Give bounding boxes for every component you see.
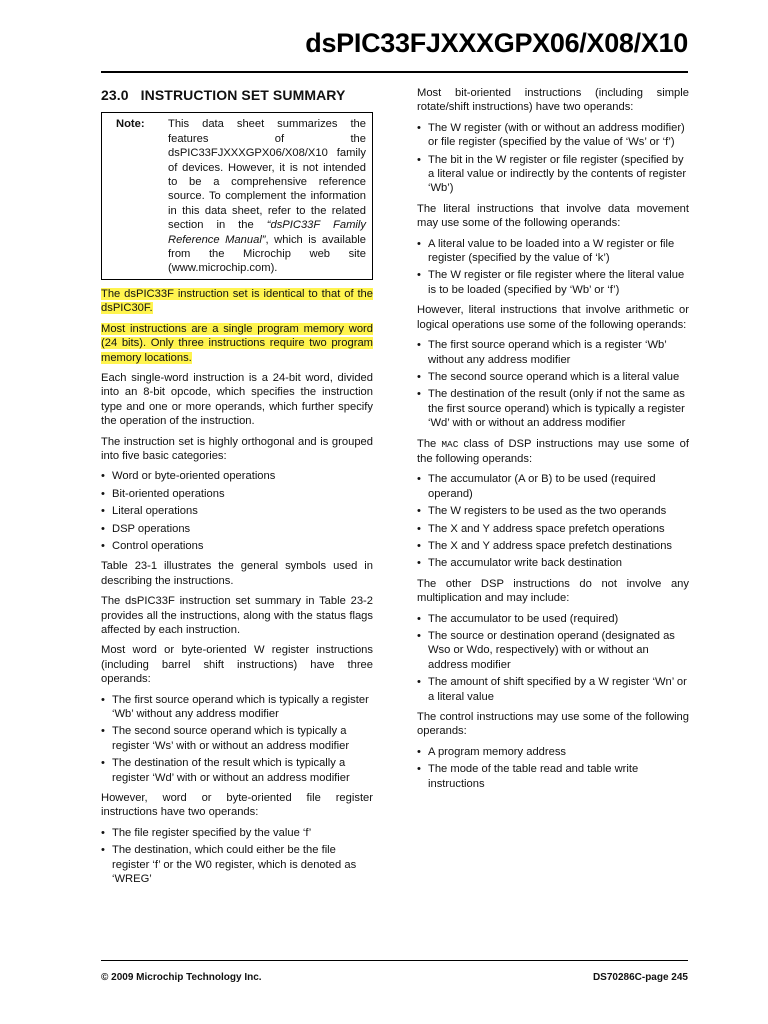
list-item: • The amount of shift specified by a W register ‘Wn’ or a literal value xyxy=(417,675,689,704)
list-item: • The second source operand which is a literal value xyxy=(417,370,689,384)
note-text-a: This data sheet summarizes the features of the dsPIC33FJXXXGPX06/X08/X10 family of devices. However, it is not intended to be a comprehensive reference source. To complement the information in this data sheet, refer to the related section in the xyxy=(168,118,366,232)
list-item: • The first source operand which is a register ‘Wb’ without any address modifier xyxy=(417,338,689,367)
list-item: • The W register or file register where the literal value is to be loaded (specified by ‘Wb’ or ‘f’) xyxy=(417,268,689,297)
note-reference-manual: “dsPIC33F Family Reference Manual” xyxy=(168,219,366,246)
paragraph-w-register: Most word or byte-oriented W register instructions (including barrel shift instructions) have three operands: xyxy=(101,644,373,686)
control-operands-list xyxy=(417,745,689,791)
header-rule xyxy=(101,71,688,73)
list-item: • Control operations xyxy=(101,539,373,553)
paragraph-other-dsp: The other DSP instructions do not involve any multiplication and may include: xyxy=(417,577,689,605)
section-title: INSTRUCTION SET SUMMARY xyxy=(140,87,346,103)
section-heading xyxy=(101,88,373,102)
mac-operands-list xyxy=(417,472,689,570)
w-operands-list xyxy=(101,693,373,785)
left-column xyxy=(101,86,373,893)
list-item: • The X and Y address space prefetch destinations xyxy=(417,539,689,553)
footer-page-number: DS70286C-page 245 xyxy=(592,972,688,983)
highlight-paragraph-2: Most instructions are a single program memory word (24 bits). Only three instructions require two program memory locations. xyxy=(101,322,373,364)
literal-move-list xyxy=(417,237,689,298)
bit-operands-list xyxy=(417,121,689,196)
note-text-b: , which is available from the Microchip web site (www.microchip.com). xyxy=(168,233,366,275)
list-item: • The destination, which could either be the file register ‘f’ or the W0 register, which is denoted as ‘WREG’ xyxy=(101,843,373,886)
paragraph-categories-intro: The instruction set is highly orthogonal and is grouped into five basic categories: xyxy=(101,435,373,462)
section-number: 23.0 xyxy=(101,87,129,103)
list-item: • The source or destination operand (designated as Wso or Wdo, respectively) with or without an address modifier xyxy=(417,629,689,672)
list-item: • The accumulator to be used (required) xyxy=(417,612,689,626)
dsp-operands-list xyxy=(417,612,689,704)
list-item: • DSP operations xyxy=(101,522,373,536)
highlight-paragraph-1: The dsPIC33F instruction set is identical to that of the dsPIC30F. xyxy=(101,287,373,315)
list-item: • Word or byte-oriented operations xyxy=(101,469,373,483)
literal-arith-list xyxy=(417,338,689,430)
note-box xyxy=(101,112,373,279)
list-item: • The bit in the W register or file register (specified by a literal value or indirectly by the contents of register ‘Wb’) xyxy=(417,153,689,196)
paragraph-control: The control instructions may use some of the following operands: xyxy=(417,711,689,738)
paragraph-table-23-2: The dsPIC33F instruction set summary in Table 23-2 provides all the instructions, along with the status flags affected by each instruction. xyxy=(101,595,373,636)
categories-list xyxy=(101,469,373,553)
list-item: • The first source operand which is typically a register ‘Wb’ without any address modifier xyxy=(101,693,373,722)
list-item: • A literal value to be loaded into a W register or file register (specified by the value of ‘k’) xyxy=(417,237,689,266)
footer-rule xyxy=(101,960,688,961)
note-label: Note: xyxy=(116,118,145,131)
list-item: • The W registers to be used as the two operands xyxy=(417,504,689,518)
list-item: • The destination of the result which is typically a register ‘Wd’ with or without an address modifier xyxy=(101,756,373,785)
list-item: • The accumulator write back destination xyxy=(417,556,689,570)
list-item: • The X and Y address space prefetch operations xyxy=(417,522,689,536)
paragraph-literal-arith: However, literal instructions that involve arithmetic or logical operations use some of the following operands: xyxy=(417,304,689,331)
list-item: • The destination of the result (only if not the same as the first source operand) which is typically a register ‘Wd’ with or without an address modifier xyxy=(417,387,689,430)
list-item: • The W register (with or without an address modifier) or file register (specified by the value of ‘Ws’ or ‘f’) xyxy=(417,121,689,150)
list-item: • The mode of the table read and table write instructions xyxy=(417,762,689,791)
list-item: • Literal operations xyxy=(101,504,373,518)
list-item: • The file register specified by the value ‘f’ xyxy=(101,826,373,840)
list-item: • Bit-oriented operations xyxy=(101,487,373,501)
paragraph-bit-oriented: Most bit-oriented instructions (including simple rotate/shift instructions) have two operands: xyxy=(417,87,689,114)
paragraph-literal-move: The literal instructions that involve data movement may use some of the following operands: xyxy=(417,202,689,230)
paragraph-file-register: However, word or byte-oriented file register instructions have two operands: xyxy=(101,792,373,819)
note-body xyxy=(168,117,366,275)
list-item: • The accumulator (A or B) to be used (required operand) xyxy=(417,472,689,501)
paragraph-opcode: Each single-word instruction is a 24-bit word, divided into an 8-bit opcode, which specifies the instruction type and one or more operands, which further specify the operation of the instruction. xyxy=(101,371,373,428)
page-header-title: dsPIC33FJXXXGPX06/X08/X10 xyxy=(305,28,688,58)
f-operands-list xyxy=(101,826,373,887)
paragraph-mac-class: The MAC class of DSP instructions may use some of the following operands: xyxy=(417,437,689,465)
paragraph-table-23-1: Table 23-1 illustrates the general symbols used in describing the instructions. xyxy=(101,560,373,587)
footer-copyright: © 2009 Microchip Technology Inc. xyxy=(101,972,262,983)
mac-code: MAC xyxy=(441,438,459,450)
list-item: • The second source operand which is typically a register ‘Ws’ with or without an address modifier xyxy=(101,724,373,753)
right-column xyxy=(417,86,689,797)
list-item: • A program memory address xyxy=(417,745,689,759)
